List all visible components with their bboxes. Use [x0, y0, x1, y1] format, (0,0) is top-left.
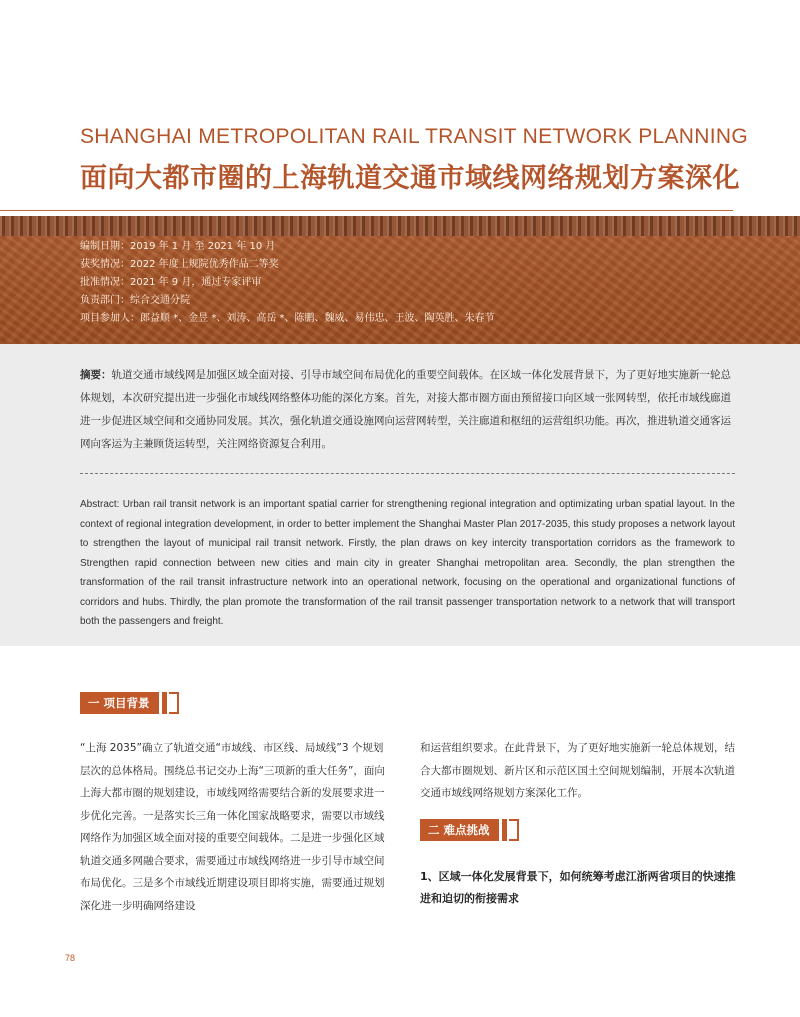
section-title: 二 难点挑战: [420, 819, 499, 841]
abstract-cn: [80, 364, 735, 456]
section-heading-background: [80, 690, 179, 716]
abstract-cn-label: 摘要：: [80, 369, 112, 381]
meta-line: 项目参加人：郎益顺 *、金昱 *、刘涛、高岳 *、陈鹏、魏威、易伟忠、王波、陶英胜、朱春节: [80, 313, 495, 324]
abstract-divider: [80, 473, 735, 474]
page-number: 78: [65, 953, 76, 963]
section-bar-ornament: [162, 692, 167, 714]
project-meta: [80, 238, 780, 328]
meta-line: 负责部门：综合交通分院: [80, 295, 190, 306]
meta-line: 编制日期：2019 年 1 月 至 2021 年 10 月: [80, 241, 276, 252]
section-title: 一 项目背景: [80, 692, 159, 714]
banner-texture-strip: [0, 216, 800, 236]
meta-line: 获奖情况：2022 年度上规院优秀作品二等奖: [80, 259, 279, 270]
section-heading-challenges: [420, 817, 519, 843]
section-body-right: 和运营组织要求。在此背景下，为了更好地实施新一轮总体规划，结合大都市圈规划、新片区和示范区国土空间规划编制，开展本次轨道交通市域线网络规划方案深化工作。: [420, 742, 735, 799]
section-body-left: “上海 2035”确立了轨道交通“市域线、市区线、局域线”3 个规划层次的总体格局。围绕总书记交办上海“三项新的重大任务”，面向上海大都市圈的规划建设，市域线网络需要结合新的发展要求进一步优化完善。一是落实长三角一体化国家战略要求，需要以市域线网络作为加强区域全面对接的重要空间载体。二是进一步强化区域轨道交通多网融合要求，需要通过市域线网络进一步引导市域空间布局优化。三是多个市域线近期建设项目即将实施，需要通过规划深化进一步明确网络建设: [80, 742, 385, 912]
abstract-panel: [0, 344, 800, 646]
project-info-banner: [0, 216, 800, 344]
title-rule: [0, 210, 733, 211]
subheading: 1、区域一体化发展背景下，如何统筹考虑江浙两省项目的快速推进和迫切的衔接需求: [420, 870, 736, 905]
abstract-en: Abstract: Urban rail transit network is an important spatial carrier for strengthening regional integration and optimizating urban spatial layout. In the context of regional integration development, in order to better implement the Shanghai Master Plan 2017-2035, this study proposes a network layout to strengthen the layout of municipal rail transit network. Firstly, the plan draws on key intercity transportation corridors as the framework to Strengthen rapid connection between new cities and main city in greater Shanghai metropolitan area. Secondly, the plan strengthen the transformation of the rail transit infrastructure network into an operational network, focusing on the operational and organizational functions of corridors and hubs. Thirdly, the plan promote the transformation of the rail transit passenger transportation network to a network that will transport both the passengers and freight.: [80, 499, 735, 627]
section-bracket-ornament: [169, 692, 179, 714]
title-cn: 面向大都市圈的上海轨道交通市域线网络规划方案深化: [80, 163, 740, 194]
title-en: SHANGHAI METROPOLITAN RAIL TRANSIT NETWORK PLANNING: [80, 125, 748, 148]
meta-line: 批准情况：2021 年 9 月，通过专家评审: [80, 277, 262, 288]
section-bracket-ornament: [509, 819, 519, 841]
abstract-cn-text: 轨道交通市域线网是加强区域全面对接、引导市域空间布局优化的重要空间载体。在区域一体化发展背景下，为了更好地实施新一轮总体规划，本次研究提出进一步强化市域线网络整体功能的深化方案。首先，对接大都市圈方面由预留接口向区域一张网转型，依托市域线廊道进一步促进区域空间和交通协同发展。其次，强化轨道交通设施网向运营网转型，关注廊道和枢纽的运营组织功能。再次，推进轨道交通客运网向客运为主兼顾货运转型，关注网络资源复合利用。: [80, 369, 731, 450]
section-bar-ornament: [502, 819, 507, 841]
